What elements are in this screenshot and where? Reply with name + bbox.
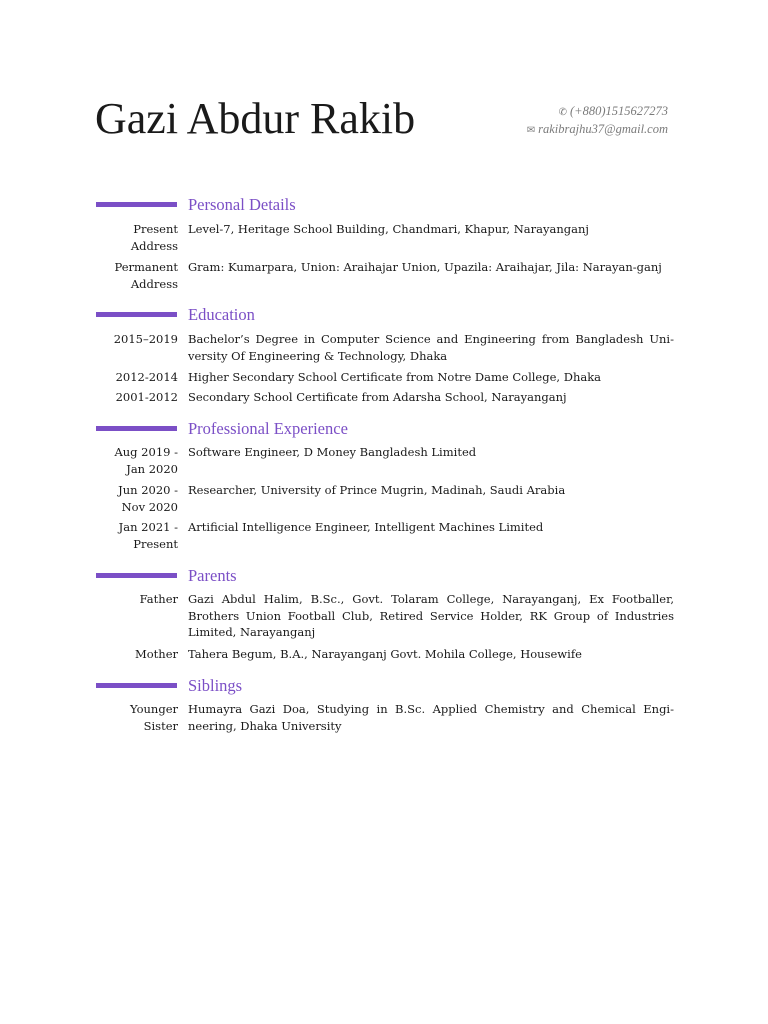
section-title: Parents — [188, 566, 237, 585]
entry-label: Present Address — [130, 222, 178, 253]
section-siblings — [96, 676, 696, 696]
entry-content: Bachelor’s Degree in Computer Science and Engineering from Bangladesh Uni-versity Of Engineering & Technology, Dhaka — [188, 332, 674, 363]
section-rule — [96, 426, 177, 431]
section-title: Siblings — [188, 676, 243, 695]
phone-icon: ✆ — [558, 107, 567, 118]
entry-label: Jan 2021 - Present — [118, 520, 178, 551]
entry-content: Gazi Abdul Halim, B.Sc., Govt. Tolaram College, Narayanganj, Ex Footballer, Brothers Union Football Club, Retired Service Holder, RK Group of Industries Limited, Narayanganj — [188, 592, 674, 639]
section-personal-details — [96, 195, 696, 215]
section-rule — [96, 202, 177, 207]
entry-label: Younger Sister — [130, 702, 178, 733]
entry-content: Humayra Gazi Doa, Studying in B.Sc. Applied Chemistry and Chemical Engi-neering, Dhaka University — [188, 702, 674, 733]
phone-line — [527, 103, 668, 121]
section-title: Education — [188, 305, 255, 324]
entry-label: Mother — [134, 647, 178, 661]
entry-content: Software Engineer, D Money Bangladesh Limited — [188, 445, 477, 459]
contact-info — [527, 103, 668, 139]
email-line — [527, 121, 668, 139]
section-education — [96, 305, 696, 325]
entry-label: Jun 2020 - Nov 2020 — [118, 483, 178, 514]
entry-label: Aug 2019 - Jan 2020 — [114, 445, 178, 476]
entry-label: Permanent Address — [114, 260, 178, 291]
entry-label: Father — [139, 592, 178, 606]
candidate-name: Gazi Abdur Rakib — [95, 94, 416, 143]
section-parents — [96, 566, 696, 586]
entry-content: Gram: Kumarpara, Union: Araihajar Union, Upazila: Araihajar, Jila: Narayan-ganj — [188, 260, 662, 274]
section-professional-experience — [96, 419, 696, 439]
entry-content: Higher Secondary School Certificate from Notre Dame College, Dhaka — [188, 370, 602, 384]
section-title: Professional Experience — [188, 419, 348, 438]
section-rule — [96, 683, 177, 688]
entry-label: 2001-2012 — [115, 390, 178, 404]
entry-content: Tahera Begum, B.A., Narayanganj Govt. Mohila College, Housewife — [188, 647, 582, 661]
entry-content: Artificial Intelligence Engineer, Intelligent Machines Limited — [188, 520, 544, 534]
section-rule — [96, 573, 177, 578]
section-title: Personal Details — [188, 195, 296, 214]
entry-label: 2012-2014 — [115, 370, 178, 384]
envelope-icon: ✉ — [526, 125, 536, 136]
email-address[interactable]: rakibrajhu37@gmail.com — [538, 122, 668, 136]
phone-number: (+880)1515627273 — [569, 104, 668, 118]
entry-content: Researcher, University of Prince Mugrin, Madinah, Saudi Arabia — [188, 483, 566, 497]
entry-label: 2015–2019 — [113, 332, 178, 346]
entry-content: Level-7, Heritage School Building, Chandmari, Khapur, Narayanganj — [188, 222, 589, 236]
entry-content: Secondary School Certificate from Adarsha School, Narayanganj — [188, 390, 567, 404]
section-rule — [96, 312, 177, 317]
